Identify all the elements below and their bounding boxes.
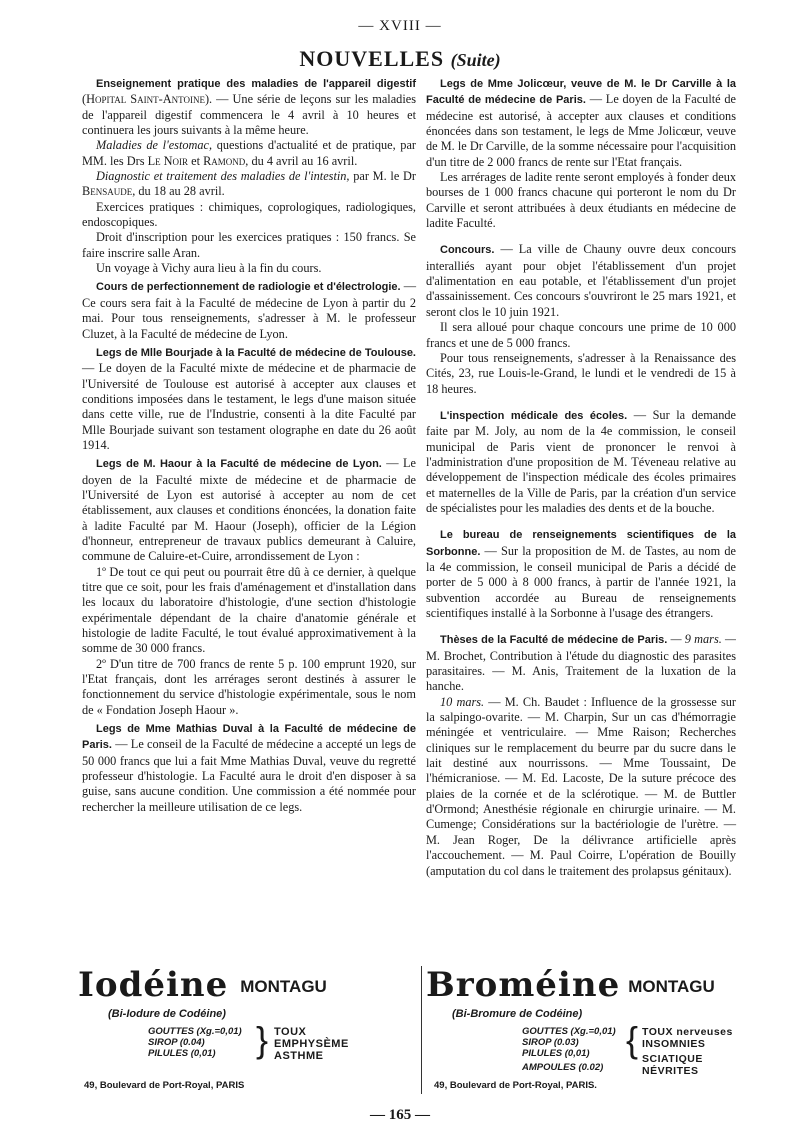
dose-line: PILULES (0,01) <box>522 1048 590 1059</box>
article-concours <box>426 242 736 320</box>
article-heading: Legs de Mme Mathias Duval à la Faculté de médecine de Paris. <box>82 723 416 752</box>
left-column <box>82 76 416 815</box>
paragraph <box>82 169 416 200</box>
article-heading: Le bureau de renseignements scientifiques de la Sorbonne. <box>426 529 736 558</box>
italic-text: Diagnostic et traitement des maladies de l'intestin, <box>96 169 350 184</box>
date-text: 10 mars. <box>440 694 485 709</box>
brace-icon: } <box>256 1019 269 1060</box>
indication: NÉVRITES <box>642 1065 699 1077</box>
paragraph: 1º De tout ce qui peut ou pourrait être dû à ce dernier, à quelque titre que ce soit, pour les frais d'aménagement et d'installation dans les locaux du laboratoire d'histologie, d'une section d'histologie expérimentale dépendant de la chaire d'anatomie générale et histologie de ladite Faculté, le tout évalué approximativement à la somme de 30 000 francs. <box>82 564 416 656</box>
article-theses <box>426 632 736 694</box>
article-text: — La ville de Chauny ouvre deux concours interalliés ayant pour objet l'établissement d'un projet d'alimentation en eau potable, et l'établissement d'un projet d'assainissement. Ces concours s'ouvriront le 25 mars 1921, et seront clos le 10 juin 1921. <box>426 242 736 319</box>
article-text: — Le doyen de la Faculté mixte de médecine et de pharmacie de l'Université de Lyon est autorisé à accepter au nom de cet établissement, aux clauses et conditions énoncées, la donation faite à ladite Faculté par M. Haour (Joseph), officier de la Légion d'honneur, entrepreneur de travaux publics demeurant à Caluire, commune de Caluire-et-Cuire, arrondissement de Lyon : <box>82 456 417 564</box>
date-text: — 9 mars. — <box>667 632 736 647</box>
article-text: — Sur la proposition de M. de Tastes, au nom de la 4e commission, le conseil municipal de Paris a décidé de porter de 5 000 à 8 000 francs, à partir de l'année 1921, la subvention accordée au Bureau de renseignements scientifiques installé à la Sorbonne à l'usage des étrangers. <box>426 543 736 620</box>
paragraph: Les arrérages de ladite rente seront employés à fonder deux bourses de 1 000 francs chacune qui porteront le nom du Dr Carville et seront attribuées à deux étudiants en médecine de ladite Faculté. <box>426 170 736 231</box>
article-heading: Legs de Mlle Bourjade à la Faculté de médecine de Toulouse. <box>96 346 416 359</box>
dose-line: GOUTTES (Xg.=0,01) <box>522 1026 616 1037</box>
paragraph: Il sera alloué pour chaque concours une prime de 10 000 francs et une de 5 000 francs. <box>426 320 736 350</box>
article-heading: Enseignement pratique des maladies de l'appareil digestif <box>96 78 416 90</box>
article-text: — Le conseil de la Faculté de médecine a accepté un legs de 50 000 francs que lui a fait Mme Mathias Duval, veuve du regretté professeur d'histologie. La Faculté aura le droit d'en disposer à sa guise, sans aucune condition. Une commission a été nommée pour rechercher la meilleure utilisation de ce legs. <box>82 737 416 814</box>
ad-address: 49, Boulevard de Port-Royal, PARIS. <box>434 1080 597 1091</box>
article-text: — Une série de leçons sur les maladies de l'appareil digestif commencera le 4 avril à 10 heures et continuera les jours suivants à la même heure. <box>82 92 416 138</box>
ad-brand: Broméine <box>426 965 621 1005</box>
article-heading: Legs de M. Haour à la Faculté de médecine de Lyon. <box>96 458 382 471</box>
indication: INSOMNIES <box>642 1038 706 1050</box>
section-title <box>0 46 800 72</box>
dose-line: GOUTTES (Xg.=0,01) <box>148 1026 242 1037</box>
person-name: Bensaude <box>82 184 133 199</box>
article-digestif <box>82 76 416 138</box>
ad-divider <box>421 966 422 1094</box>
article-place: (Hopital Saint-Antoine). <box>82 92 213 107</box>
page-number: — 165 — <box>370 1107 430 1123</box>
right-column <box>426 76 736 879</box>
article-text: M. Brochet, Contribution à l'étude du diagnostic des parasites parasitaires. — M. Anis, Traitement de la luxation de la hanche. <box>426 648 736 694</box>
article-heading: L'inspection médicale des écoles. <box>440 409 628 422</box>
paragraph: 2º D'un titre de 700 francs de rente 5 p. 100 emprunt 1920, sur l'Etat français, dont les arrérages seront destinés à assurer le fonctionnement du service d'histologie expérimentale, sous le nom de « Fondation Joseph Haour ». <box>82 656 416 717</box>
article-radiologie <box>82 279 416 341</box>
article-text: — Le doyen de la Faculté mixte de médecine et de pharmacie de l'Université de Toulouse est autorisé à accepter aux clauses et conditions imposées dans le testament, le legs d'une maison située dans cette ville, rue de l'Industrie, consenti à la dite Faculté par Mlle Bourjade suivant son testament olographe en date du 26 août 1914. <box>82 361 416 452</box>
dose-line: AMPOULES (0.02) <box>522 1062 604 1073</box>
article-legs-bourjade <box>82 345 416 453</box>
ad-brand: Iodéine <box>78 965 229 1005</box>
indication: TOUX <box>274 1026 307 1038</box>
article-text: — Ce cours sera fait à la Faculté de médecine de Lyon à partir du 2 mai. Pour tous renseignements, s'adresser à M. le professeur Cluzet, à la Faculté de médecine de Lyon. <box>82 279 417 341</box>
article-legs-jolicoeur <box>426 76 736 170</box>
text: , du 18 au 28 avril. <box>132 184 225 199</box>
paragraph: Pour tous renseignements, s'adresser à la Renaissance des Cités, 23, rue Louis-le-Grand, le lundi et le vendredi de 15 à 18 heures. <box>426 350 736 396</box>
article-text: — M. Ch. Baudet : Influence de la grossesse sur la salpingo-ovarite. — M. Charpin, Sur un cas d'hémorragie méningée et ventriculaire. — Mme Raison; Recherches cliniques sur le remplacement du beurre par du sucre dans le lait destiné aux nourrissons. — Mme Toussaint, De l'hémicraniose. — M. Ed. Lacoste, De la suture précoce des plaies de la cornée et de la sclérotique. — M. de Buttler d'Ormond; Anesthésie régionale en chirurgie urinaire. — M. Cumenge; Considérations sur la bactériologie de l'urètre. — M. Jean Roger, De la délivrance artificielle après l'accouchement. — M. Paul Coirre, L'opération de Bouilly (amputation du col dans le traitement des prolapsus génitaux). <box>426 694 736 878</box>
text: questions d'actualité et de pratique, par MM. les Drs <box>82 138 416 168</box>
article-inspection <box>426 408 736 516</box>
italic-text: Maladies de l'estomac, <box>96 138 213 153</box>
text: par M. le Dr <box>349 169 417 184</box>
indication: TOUX nerveuses <box>642 1026 733 1038</box>
ad-body <box>78 1019 408 1074</box>
ad-maker: MONTAGU <box>240 977 327 996</box>
ad-iodeine <box>78 966 408 1096</box>
paragraph <box>82 138 416 169</box>
indication: EMPHYSÈME <box>274 1038 349 1050</box>
ad-indications <box>642 1026 733 1077</box>
dose-line: SIROP (0.04) <box>148 1037 205 1048</box>
roman-page-number: — XVIII — <box>358 18 442 34</box>
article-legs-haour <box>82 456 416 564</box>
brace-icon: { <box>626 1019 639 1060</box>
title-text: NOUVELLES <box>299 46 445 71</box>
title-suite: (Suite) <box>450 50 501 70</box>
article-heading: Concours. <box>440 244 495 257</box>
article-text: — Le doyen de la Faculté de médecine est autorisé, à accepter aux clauses et conditions énoncées dans son testament, le legs de Mme Jolicœur, veuve de M. le Dr Carville, de la somme nécessaire pour l'acquisition d'un titre de 2 000 francs de rente sur l'Etat français. <box>426 92 737 169</box>
article-heading: Cours de perfectionnement de radiologie et d'électrologie. <box>96 281 401 294</box>
ad-subtitle: (Bi-Bromure de Codéine) <box>452 1008 583 1020</box>
ad-indications <box>274 1026 349 1062</box>
paragraph <box>426 695 736 879</box>
ad-body <box>426 1019 746 1077</box>
ad-bromeine <box>426 966 746 1096</box>
ad-maker: MONTAGU <box>628 977 715 996</box>
dose-line: PILULES (0,01) <box>148 1048 216 1059</box>
paragraph: Exercices pratiques : chimiques, coprologiques, radiologiques, endoscopiques. <box>82 199 416 230</box>
article-sorbonne <box>426 527 736 621</box>
article-heading: Thèses de la Faculté de médecine de Paris. <box>440 634 668 647</box>
dose-line: SIROP (0.03) <box>522 1037 579 1048</box>
ad-doses <box>148 1026 242 1059</box>
person-name: Le Noir <box>147 153 189 168</box>
ad-address: 49, Boulevard de Port-Royal, PARIS <box>84 1080 245 1091</box>
article-heading: Legs de Mme Jolicœur, veuve de M. le Dr Carville à la Faculté de médecine de Paris. <box>426 78 736 107</box>
text: , du 4 avril au 16 avril. <box>245 153 358 168</box>
person-name: Ramond <box>203 153 246 168</box>
paragraph: Un voyage à Vichy aura lieu à la fin du cours. <box>96 261 322 276</box>
article-text: — Sur la demande faite par M. Joly, au nom de la 4e commission, le conseil municipal de Paris vient de prononcer le renvoi à l'administration d'une proposition de M. Téveneau relative au développement de l'inspection médicale des écoles primaires et maternelles de la Ville de Paris, par la création d'un service de spécialistes pour les maladies des dents et de la bouche. <box>426 407 736 515</box>
ad-doses <box>522 1026 616 1073</box>
ad-subtitle: (Bi-Iodure de Codéine) <box>108 1008 226 1020</box>
indication: SCIATIQUE <box>642 1053 703 1065</box>
article-legs-duval <box>82 721 416 815</box>
text: et <box>188 153 204 168</box>
indication: ASTHME <box>274 1050 324 1062</box>
paragraph: Droit d'inscription pour les exercices pratiques : 150 francs. Se faire inscrire salle Aran. <box>82 230 416 260</box>
